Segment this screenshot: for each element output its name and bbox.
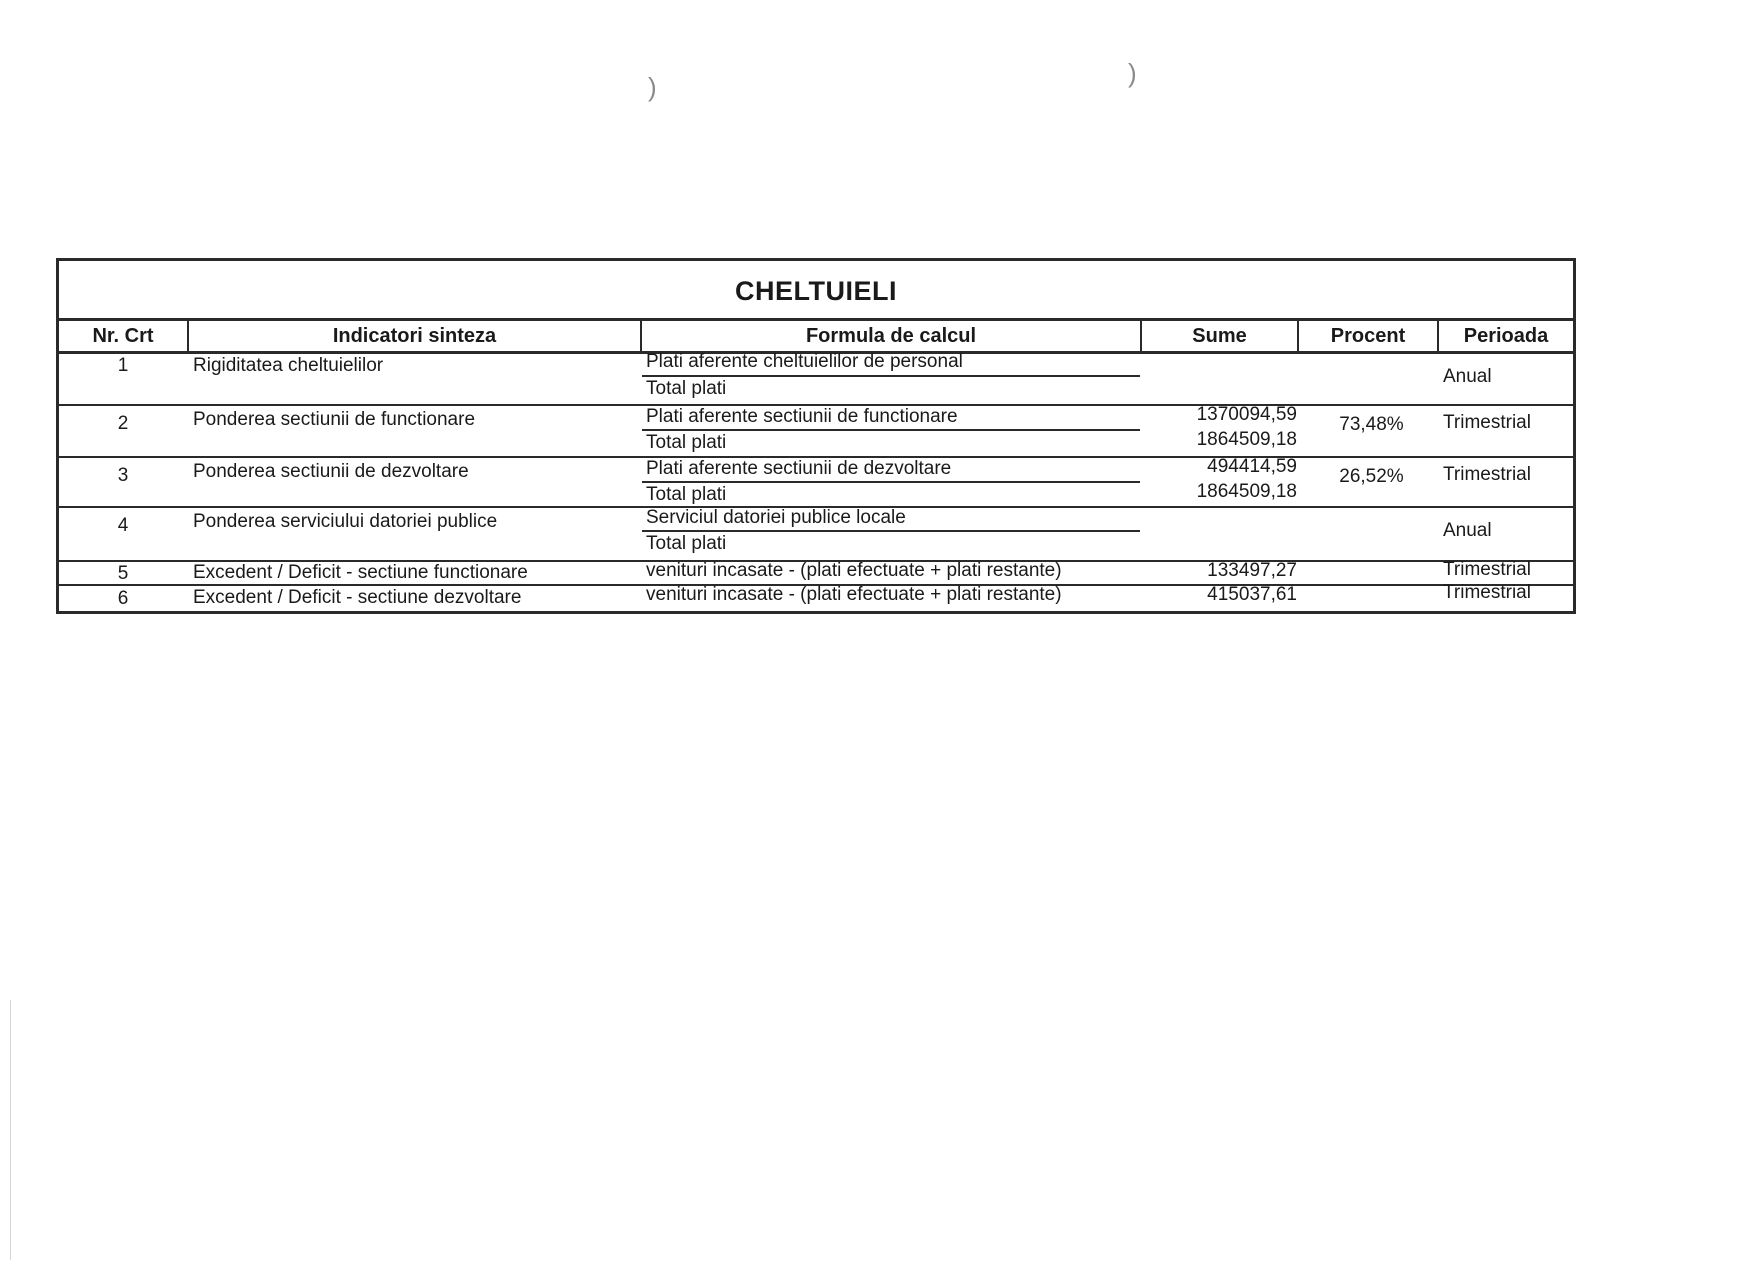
sum-denominator: 1864509,18	[1196, 429, 1297, 450]
sum-value: 415037,61	[1207, 584, 1297, 605]
indicator-label: Excedent / Deficit - sectiune functionare	[193, 562, 528, 583]
sum-denominator: 1864509,18	[1196, 481, 1297, 502]
row-number: 1	[117, 355, 129, 376]
formula-numerator: Plati aferente sectiunii de functionare	[646, 406, 958, 427]
row-number: 6	[117, 588, 129, 609]
table-row	[59, 559, 1573, 584]
percent-value: 73,48%	[1339, 414, 1404, 435]
formula-denominator: Total plati	[646, 484, 727, 505]
expenses-table	[56, 258, 1576, 614]
formula-text: venituri incasate - (plati efectuate + plati restante)	[646, 584, 1062, 605]
period-value: Trimestrial	[1443, 582, 1531, 603]
header-indicatori: Indicatori sinteza	[332, 324, 497, 347]
header-formula: Formula de calcul	[805, 324, 977, 347]
indicator-label: Rigiditatea cheltuielilor	[193, 355, 384, 376]
table-title-row	[59, 261, 1573, 321]
row-number: 3	[117, 465, 129, 486]
scan-edge-line	[10, 1000, 11, 1260]
table-title: CHELTUIELI	[735, 276, 897, 306]
table-row	[59, 458, 1573, 506]
period-value: Anual	[1443, 520, 1492, 541]
period-value: Anual	[1443, 366, 1492, 387]
table-row	[59, 406, 1573, 456]
formula-denominator: Total plati	[646, 533, 727, 554]
percent-value: 26,52%	[1339, 466, 1404, 487]
table-row	[59, 508, 1573, 560]
indicator-label: Ponderea sectiunii de functionare	[193, 409, 476, 430]
indicator-label: Excedent / Deficit - sectiune dezvoltare	[193, 587, 522, 608]
header-sume: Sume	[1192, 324, 1247, 347]
formula-denominator: Total plati	[646, 378, 727, 399]
formula-numerator: Plati aferente sectiunii de dezvoltare	[646, 458, 952, 479]
period-value: Trimestrial	[1443, 559, 1531, 580]
header-perioada: Perioada	[1463, 324, 1549, 347]
header-nr-crt: Nr. Crt	[92, 324, 154, 347]
sum-value: 133497,27	[1207, 560, 1297, 581]
sum-numerator: 494414,59	[1207, 456, 1297, 477]
sum-numerator: 1370094,59	[1196, 404, 1297, 425]
table-row	[59, 351, 1573, 404]
formula-text: venituri incasate - (plati efectuate + plati restante)	[646, 560, 1062, 581]
period-value: Trimestrial	[1443, 412, 1531, 433]
row-number: 4	[117, 515, 129, 536]
scan-mark: )	[1128, 58, 1137, 88]
formula-numerator: Serviciul datoriei publice locale	[646, 507, 906, 528]
row-number: 5	[117, 563, 129, 584]
row-number: 2	[117, 413, 129, 434]
scan-mark: )	[648, 72, 657, 102]
formula-denominator: Total plati	[646, 432, 727, 453]
indicator-label: Ponderea sectiunii de dezvoltare	[193, 461, 469, 482]
header-procent: Procent	[1330, 324, 1406, 347]
indicator-label: Ponderea serviciului datoriei publice	[193, 511, 498, 532]
formula-numerator: Plati aferente cheltuielilor de personal	[646, 351, 963, 372]
period-value: Trimestrial	[1443, 464, 1531, 485]
table-row	[59, 582, 1573, 611]
